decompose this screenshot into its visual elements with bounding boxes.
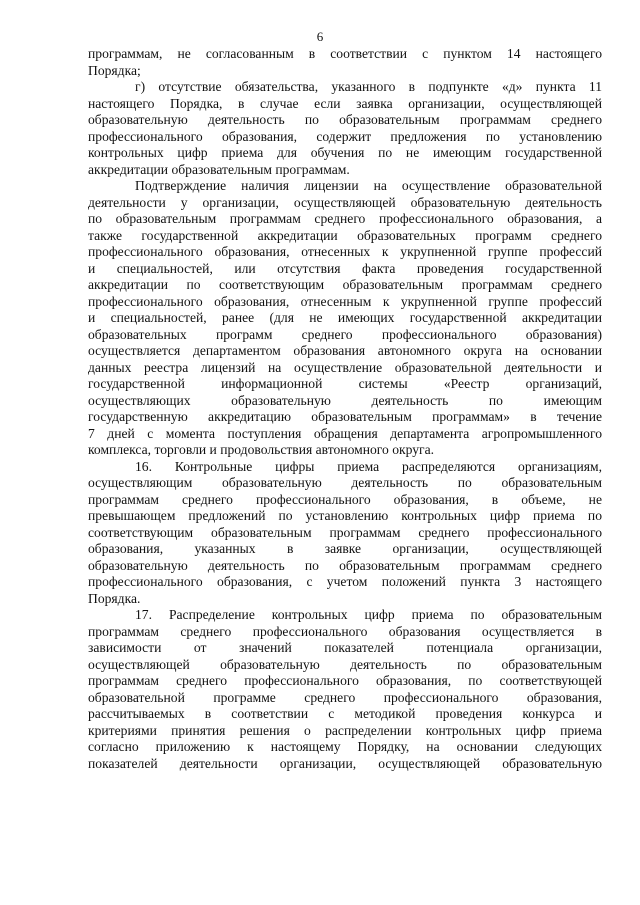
paragraph (88, 178, 602, 459)
text-line: контрольных цифр приема для обучения по не имеющим государственной (88, 145, 602, 160)
text-line: программам среднего профессионального образования, по соответствующей (88, 673, 602, 688)
text-line: критериями принятия решения о распределении контрольных цифр приема (88, 722, 602, 738)
text-line: образования, указанных в заявке организации, осуществляющей (88, 541, 602, 556)
text-line: 17. Распределение контрольных цифр приема по образовательным (135, 607, 602, 622)
text-line: образовательную деятельность по образовательным программам среднего (88, 557, 602, 573)
text-line: профессионального образования, содержит предложения по установлению (88, 128, 602, 144)
text-line: данных реестра лицензий на осуществление образовательной деятельности и (88, 359, 602, 375)
text-line: комплекса, торговли и продовольствия автономного округа. (88, 442, 435, 457)
text-line: профессионального образования, с учетом положений пункта 3 настоящего (88, 574, 602, 589)
text-line: и специальностей, или отсутствия факта проведения государственной (88, 260, 602, 276)
text-line: осуществляется департаментом образования автономного округа на основании (88, 343, 602, 358)
text-line: программам, не согласованным в соответствии с пунктом 14 настоящего (88, 46, 602, 61)
document-body (88, 46, 602, 772)
text-line: превышающем предложений по установлению контрольных цифр приема по (88, 508, 602, 523)
text-line: настоящего Порядка, в случае если заявка организации, осуществляющей (88, 95, 602, 111)
text-line: образовательных программ среднего профессионального образования) (88, 326, 602, 342)
text-line: профессионального образования, отнесенных к укрупненной группе профессий (88, 244, 602, 259)
paragraph (88, 459, 602, 608)
text-line: аккредитации образовательным программам. (88, 161, 350, 177)
text-line: по образовательным программам среднего профессионального образования, а (88, 211, 602, 226)
text-line: деятельности у организации, осуществляющей образовательную деятельность (88, 194, 602, 210)
text-line: профессионального образования, отнесенным к укрупненной группе профессий (88, 293, 602, 309)
page-number: 6 (316, 29, 324, 44)
text-line: программам среднего профессионального образования осуществляется в (88, 623, 602, 639)
text-line: осуществляющим образовательную деятельность по образовательным (88, 475, 602, 490)
text-line: государственной информационной системы «Реестр организаций, (88, 376, 602, 391)
paragraph (88, 46, 602, 79)
text-line: и специальностей, ранее (для не имеющих государственной аккредитации (88, 310, 602, 325)
text-line: рассчитываемых в соответствии с методикой проведения конкурса и (88, 706, 602, 721)
text-line: 16. Контрольные цифры приема распределяются организациям, (135, 458, 602, 474)
paragraph (88, 79, 602, 178)
text-line: осуществляющих образовательную деятельность по имеющим (88, 392, 602, 408)
text-line: также государственной аккредитации образовательных программ среднего (88, 227, 602, 243)
text-line: Порядка; (88, 62, 141, 78)
text-line: Порядка. (88, 590, 141, 606)
text-line: г) отсутствие обязательства, указанного в подпункте «д» пункта 11 (135, 79, 602, 94)
paragraph (88, 607, 602, 772)
text-line: программам среднего профессионального образования, в объеме, не (88, 491, 602, 507)
text-line: Подтверждение наличия лицензии на осуществление образовательной (135, 178, 602, 193)
text-line: осуществляющей образовательную деятельность по образовательным (88, 656, 602, 672)
text-line: зависимости от значений показателей потенциала организации, (88, 640, 602, 655)
text-line: образовательную деятельность по образовательным программам среднего (88, 112, 602, 127)
text-line: показателей деятельности организации, осуществляющей образовательную (88, 755, 602, 771)
text-line: аккредитации по соответствующим образовательным программам среднего (88, 277, 602, 292)
text-line: образовательной программе среднего профессионального образования, (88, 689, 602, 705)
text-line: согласно приложению к настоящему Порядку, на основании следующих (88, 739, 602, 754)
text-line: государственную аккредитацию образовательным программам» в течение (88, 409, 602, 424)
text-line: соответствующим образовательным программам среднего профессионального (88, 524, 602, 540)
text-line: 7 дней с момента поступления обращения департамента агропромышленного (88, 425, 602, 441)
